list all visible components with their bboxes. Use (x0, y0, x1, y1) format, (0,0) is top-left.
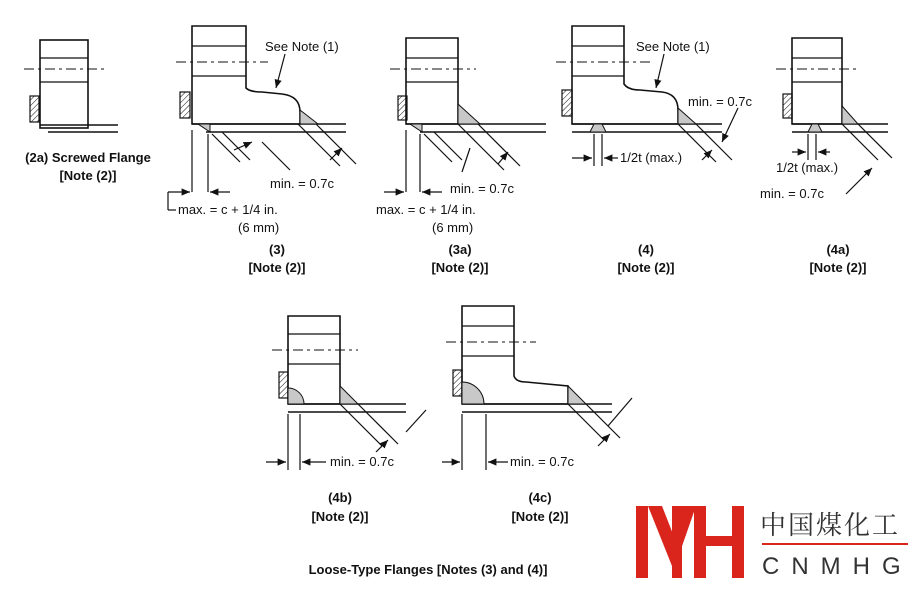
figure-3 (168, 26, 356, 275)
fillet-weld (568, 386, 586, 404)
max-label-3: max. = c + 1/4 in. (178, 202, 278, 217)
min-label-4b: min. = 0.7c (330, 454, 394, 469)
figure-4 (556, 26, 752, 275)
figure-4b (266, 316, 426, 524)
caption-4c-line2: [Note (2)] (511, 509, 569, 524)
caption-4-line2: [Note (2)] (617, 260, 675, 275)
caption-4b-line2: [Note (2)] (311, 509, 369, 524)
gasket-hatch (30, 96, 39, 122)
gasket-hatch (398, 96, 407, 120)
logo-latin: CNMHG (762, 553, 913, 580)
bevel-weld (590, 124, 606, 132)
caption-3a-line2: [Note (2)] (431, 260, 489, 275)
caption-4-line1: (4) (638, 242, 654, 257)
fillet-weld (678, 108, 696, 124)
gasket-hatch (562, 90, 572, 116)
caption-2a-line1: (2a) Screwed Flange (25, 150, 151, 165)
min-label-4c: min. = 0.7c (510, 454, 574, 469)
logo-mark (636, 506, 744, 578)
min-label-3: min. = 0.7c (270, 176, 334, 191)
gasket-hatch (279, 372, 288, 398)
flange-3a (406, 38, 458, 124)
see-note-4: See Note (1) (636, 39, 710, 54)
radius-fill (462, 382, 484, 404)
caption-3-line1: (3) (269, 242, 285, 257)
min-label-3a: min. = 0.7c (450, 181, 514, 196)
footer-caption: Loose-Type Flanges [Notes (3) and (4)] (308, 562, 548, 577)
caption-4a-line2: [Note (2)] (809, 260, 867, 275)
flange-4a (792, 38, 842, 124)
caption-4a-line1: (4a) (826, 242, 850, 257)
see-note-3: See Note (1) (265, 39, 339, 54)
flange-2a (40, 40, 88, 128)
caption-4c-line1: (4c) (528, 490, 552, 505)
figure-4a (760, 38, 892, 275)
fillet-weld (340, 386, 358, 404)
radius-fill (288, 388, 304, 404)
min-label-4a: min. = 0.7c (760, 186, 824, 201)
caption-3-line2: [Note (2)] (248, 260, 306, 275)
bevel-weld (808, 124, 822, 132)
logo-chinese: 中国煤化工 (760, 511, 901, 541)
gasket-hatch (783, 94, 792, 118)
min-label-4: min. = 0.7c (688, 94, 752, 109)
fillet-weld (300, 110, 318, 124)
fillet-weld (458, 104, 480, 124)
gasket-hatch (180, 92, 190, 118)
watermark-logo (636, 506, 913, 580)
inner-weld (410, 124, 422, 132)
figure-3a (376, 38, 546, 275)
gasket-hatch (453, 370, 462, 396)
max-mm-3a: (6 mm) (432, 220, 474, 235)
caption-2a-line2: [Note (2)] (59, 168, 117, 183)
fillet-weld (842, 106, 858, 124)
max-mm-3: (6 mm) (238, 220, 280, 235)
figure-4c (442, 306, 632, 524)
half-t-4: 1/2t (max.) (620, 150, 683, 165)
caption-4b-line1: (4b) (328, 490, 352, 505)
max-label-3a: max. = c + 1/4 in. (376, 202, 476, 217)
inner-weld (198, 124, 210, 132)
half-t-4a: 1/2t (max.) (776, 160, 839, 175)
figure-2a (24, 40, 151, 183)
caption-3a-line1: (3a) (448, 242, 472, 257)
